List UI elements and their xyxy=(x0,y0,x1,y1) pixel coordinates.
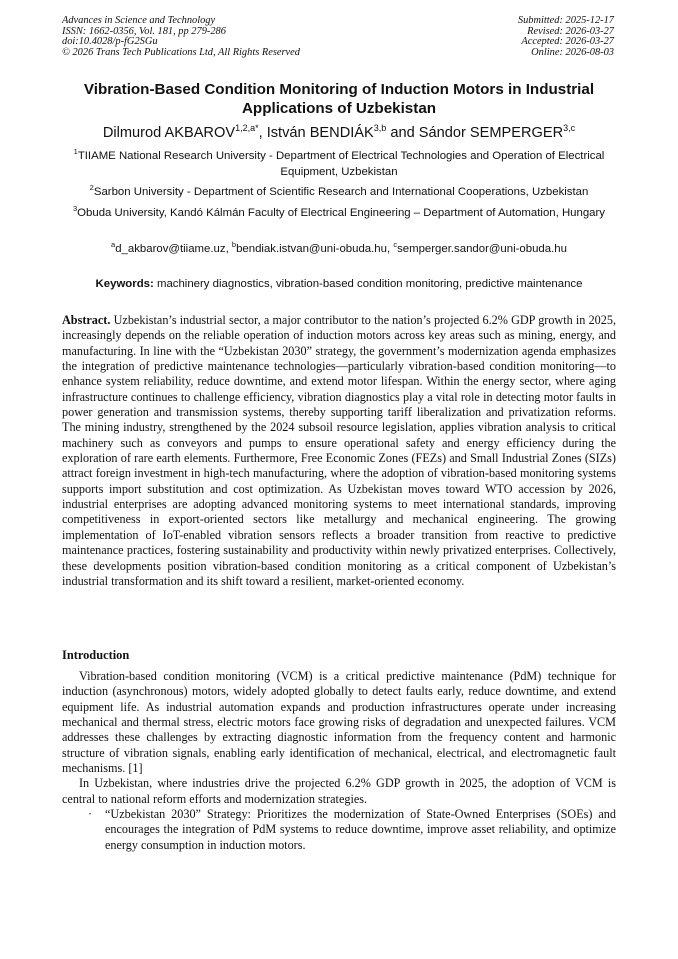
author-name: István BENDIÁK xyxy=(266,125,374,141)
journal-info xyxy=(62,16,300,58)
author-separator: , xyxy=(258,125,267,141)
author-affiliation-mark: 1,2,a* xyxy=(235,123,259,133)
keywords-label: Keywords: xyxy=(95,278,154,290)
author-separator: and xyxy=(386,125,419,141)
date-online: Online: 2026-08-03 xyxy=(531,46,614,58)
author-name: Dilmurod AKBAROV xyxy=(102,125,236,141)
paragraph: In Uzbekistan, where industries drive the projected 6.2% GDP growth in 2025, the adoption of VCM is central to national reform efforts and modernization strategies. xyxy=(62,776,616,806)
abstract xyxy=(62,313,616,589)
email-list xyxy=(62,242,616,258)
bullet-marker: · xyxy=(88,807,93,822)
paper-title: Vibration-Based Condition Monitoring of Induction Motors in Industrial Applications of Uzbekistan xyxy=(83,81,595,117)
journal-doi[interactable]: doi:10.4028/p-fG2SGu xyxy=(62,36,158,48)
list-item-text: “Uzbekistan 2030” Strategy: Prioritizes the modernization of State-Owned Enterprises (SOEs) and encourages the integration of PdM systems to reduce downtime, improve asset reliability, and optimize energy consumption in induction motors. xyxy=(105,807,616,852)
author-affiliation-mark: 3,c xyxy=(563,123,576,133)
abstract-text: Uzbekistan’s industrial sector, a major contributor to the nation’s projected 6.2% GDP growth in 2025, increasingly depends on the reliable operation of induction motors across key areas such as mining, energy, and manufacturing. In line with the “Uzbekistan 2030” strategy, the government’s modernization agenda emphasizes the integration of predictive maintenance technologies—particularly vibration-based condition monitoring—to enhance system reliability, reduce downtime, and extend motor lifespan. Within the energy sector, where aging infrastructure continues to challenge efficiency, vibration diagnostics play a vital role in detecting motor faults in power generation and transmission systems, thereby supporting tariff liberalization and privatization reforms. The mining industry, strengthened by the 2024 subsoil resource legislation, applies vibration analysis to critical machinery such as conveyors and pumps to ensure operational safety and energy efficiency during the exploration of rare earth elements. Furthermore, Free Economic Zones (FEZs) and Small Industrial Zones (SIZs) attract foreign investment in high-tech manufacturing, where the adoption of vibration-based monitoring systems supports import substitution and cost optimization. As Uzbekistan moves toward WTO accession by 2026, industrial enterprises are adopting advanced monitoring systems to meet international standards, improving competitiveness in export-oriented sectors like metallurgy and mechanical engineering. The growing implementation of IoT-enabled vibration sensors reflects a broader transition from reactive to predictive maintenance practices, fostering sustainability and productivity within newly privatized enterprises. Collectively, these developments position vibration-based condition monitoring as a critical component of Uzbekistan’s industrial transformation and its shift toward a resilient, market-oriented economy. xyxy=(62,313,617,588)
journal-issn: ISSN: 1662-0356, Vol. 181, pp 279-286 xyxy=(62,25,226,37)
date-accepted: Accepted: 2026-03-27 xyxy=(521,36,614,48)
affiliation-text: TIIAME National Research University - Department of Electrical Technologies and Operation of Electrical Equipment, Uzbekistan xyxy=(77,150,605,178)
affiliation-1 xyxy=(62,149,616,180)
affiliation-text: Obuda University, Kandó Kálmán Faculty of Electrical Engineering – Department of Automation, Hungary xyxy=(77,207,605,219)
section-heading-introduction: Introduction xyxy=(62,648,130,662)
email-mark: a xyxy=(111,240,116,249)
email-link[interactable]: semperger.sandor@uni-obuda.hu xyxy=(397,243,567,255)
author-name: Sándor SEMPERGER xyxy=(418,125,564,141)
email-separator: , xyxy=(225,243,232,255)
bullet-list xyxy=(62,807,616,853)
affiliation-mark: 1 xyxy=(73,147,78,156)
author-list xyxy=(62,124,616,142)
affiliation-3 xyxy=(62,206,616,222)
journal-copyright: © 2026 Trans Tech Publications Ltd, All Rights Reserved xyxy=(62,46,300,58)
abstract-label: Abstract. xyxy=(62,313,111,327)
paragraph: Vibration-based condition monitoring (VCM) is a critical predictive maintenance (PdM) technique for induction (asynchronous) motors, widely adopted globally to detect faults early, reduce downtime, and extend equipment life. As industrial automation expands and production infrastructures operate under increasing mechanical and thermal stress, electric motors face growing risks of degradation and unexpected failures. VCM addresses these challenges by extracting diagnostic information from the frequency content and harmonic structure of vibration signals, enabling early identification of mechanical, electrical, and electromagnetic fault mechanisms. [1] xyxy=(62,669,616,776)
email-separator: , xyxy=(386,243,394,255)
affiliation-2 xyxy=(62,185,616,201)
email-link[interactable]: bendiak.istvan@uni-obuda.hu xyxy=(236,243,387,255)
list-item xyxy=(62,807,616,853)
email-mark: b xyxy=(231,240,237,249)
introduction-body xyxy=(62,669,616,853)
author-affiliation-mark: 3,b xyxy=(373,123,387,133)
date-revised: Revised: 2026-03-27 xyxy=(527,25,614,37)
keywords xyxy=(62,277,616,292)
date-submitted: Submitted: 2025-12-17 xyxy=(517,15,614,26)
affiliation-mark: 3 xyxy=(73,204,78,213)
email-mark: c xyxy=(393,240,398,249)
affiliation-mark: 2 xyxy=(89,183,94,192)
journal-name: Advances in Science and Technology xyxy=(62,15,216,26)
publication-dates xyxy=(518,16,614,58)
affiliation-text: Sarbon University - Department of Scientific Research and International Cooperations, Uzbekistan xyxy=(93,186,589,198)
email-link[interactable]: d_akbarov@tiiame.uz xyxy=(115,243,226,255)
keywords-text: machinery diagnostics, vibration-based condition monitoring, predictive maintenance xyxy=(156,278,583,290)
